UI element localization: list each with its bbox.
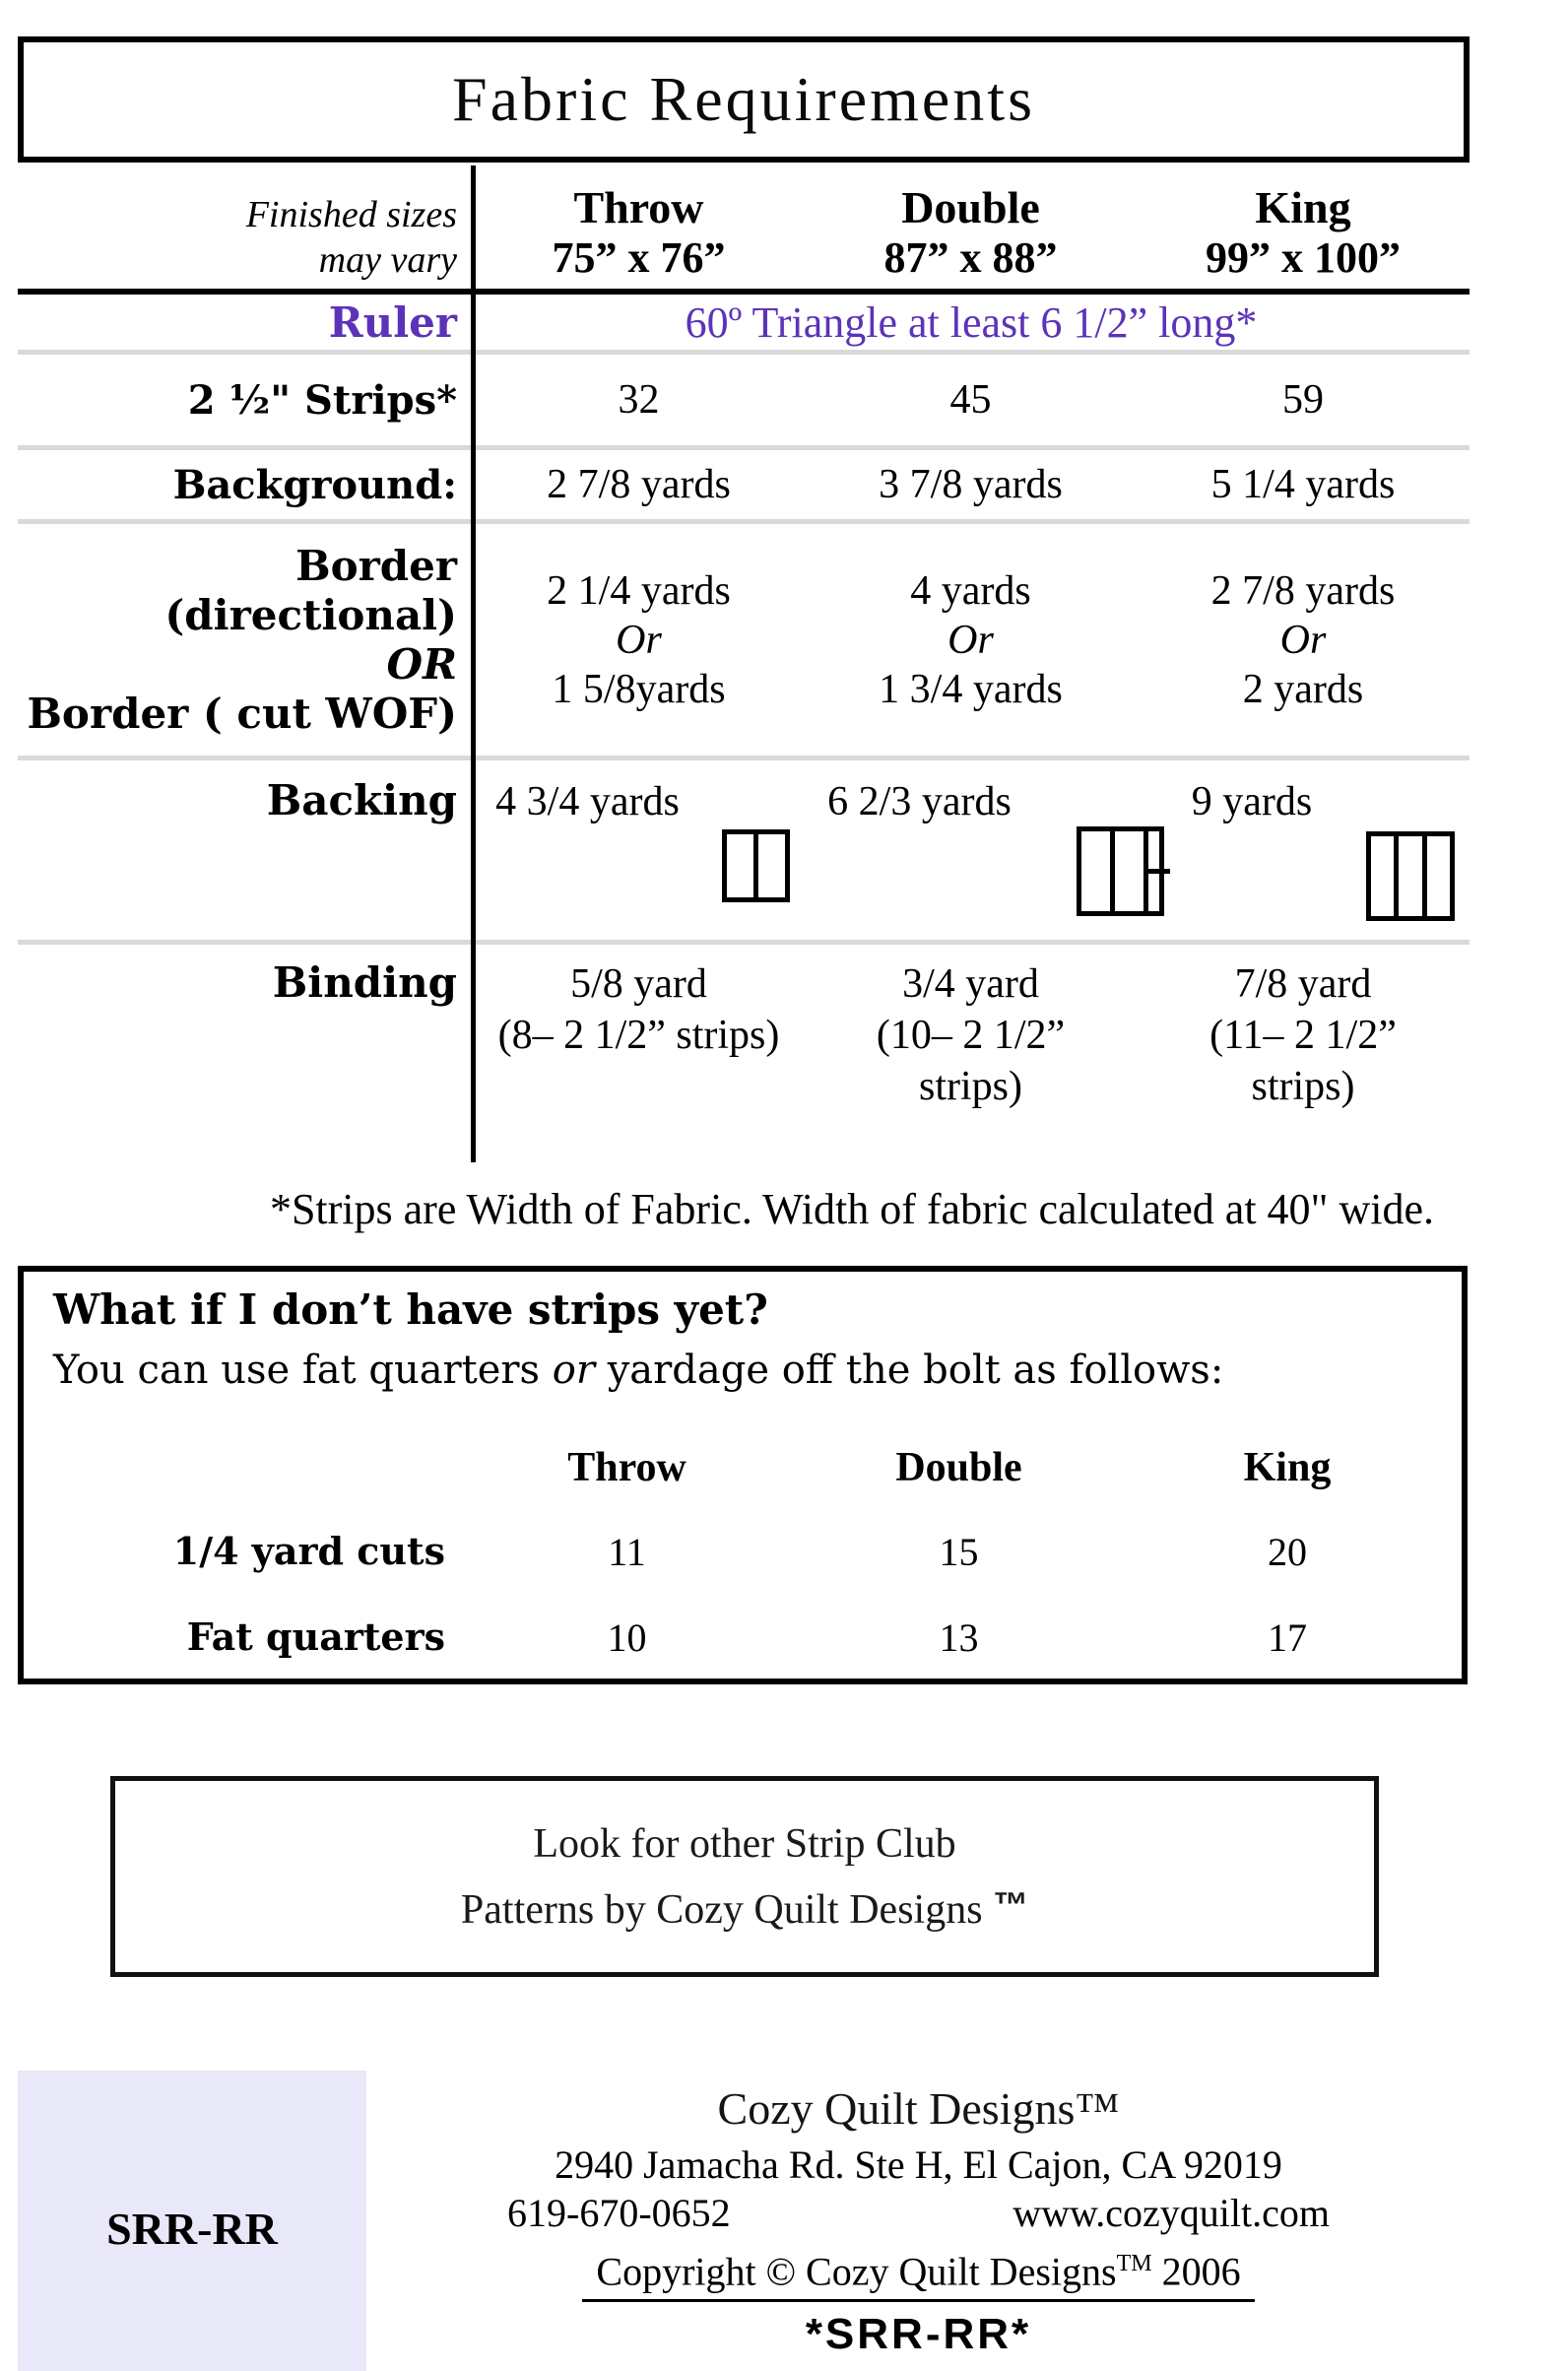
background-king: 5 1/4 yards: [1210, 462, 1396, 507]
trademark-symbol: ™: [993, 1883, 1029, 1925]
lookfor-line1: Look for other Strip Club: [533, 1820, 956, 1867]
column-header-king: King 99” x 100”: [1206, 182, 1401, 282]
fabric-table: [18, 165, 1470, 1162]
panel-divider: [1394, 836, 1399, 916]
row-label: Fat quarters: [186, 1614, 445, 1659]
ruler-label: Ruler: [328, 297, 457, 347]
table-header-row: [18, 165, 1470, 289]
strips-double: 45: [949, 377, 992, 423]
page-title: Fabric Requirements: [452, 64, 1035, 134]
backing-double: 6 2/3 yards: [827, 779, 1012, 824]
border-throw: 2 1/4 yards Or 1 5/8yards: [547, 567, 731, 712]
whatif-box: [18, 1266, 1468, 1684]
strips-king: 59: [1282, 377, 1324, 423]
binding-king: 7/8 yard (11– 2 1/2” strips): [1209, 961, 1397, 1109]
backing-diagram-king: [1366, 831, 1455, 921]
strips-throw: 32: [618, 377, 660, 423]
corner-note: [18, 192, 473, 283]
border-double: 4 yards Or 1 3/4 yards: [879, 567, 1063, 712]
backing-diagram-throw: [722, 829, 790, 902]
strips-label: 2 ½" Strips*: [187, 376, 457, 424]
whatif-sentence: You can use fat quarters or yardage off the bolt as follows:: [53, 1348, 1224, 1393]
whatif-row-fat-quarters: Fat quarters 10 13 17: [24, 1614, 1462, 1661]
phone-number: 619-670-0652: [507, 2191, 731, 2235]
panel-tick: [1159, 869, 1170, 874]
contact-row: [364, 2189, 1472, 2238]
binding-label: Binding: [272, 958, 457, 1007]
address: 2940 Jamacha Rd. Ste H, El Cajon, CA 92019: [555, 2142, 1282, 2187]
trademark-symbol: TM: [1116, 2251, 1152, 2276]
ruler-value: 60º Triangle at least 6 1/2” long*: [685, 297, 1258, 347]
background-row: [18, 450, 1470, 519]
backing-row: [18, 760, 1470, 940]
panel-divider: [753, 834, 758, 897]
panel-split-line: [1148, 869, 1159, 874]
lookfor-line2: Patterns by Cozy Quilt Designs ™: [460, 1883, 1029, 1933]
background-label: Background:: [172, 461, 457, 508]
lookfor-box: [110, 1776, 1379, 1977]
binding-row: [18, 945, 1470, 1162]
whatif-col-double: Double: [895, 1445, 1022, 1490]
strips-row: [18, 355, 1470, 445]
background-double: 3 7/8 yards: [879, 462, 1063, 507]
column-header-double: Double 87” x 88”: [883, 182, 1058, 282]
copyright-line: Copyright © Cozy Quilt Designs™ 2006: [364, 2240, 1472, 2302]
border-label-directional: Border (directional): [164, 541, 457, 639]
row-label: 1/4 yard cuts: [172, 1529, 445, 1573]
panel-divider: [1422, 836, 1427, 916]
backing-throw: 4 3/4 yards: [495, 779, 680, 824]
brand-name: Cozy Quilt Designs™: [717, 2083, 1120, 2134]
whatif-row-quarter-yard: 1/4 yard cuts 11 15 20: [24, 1529, 1462, 1575]
pattern-code-badge: [18, 2071, 366, 2371]
corner-note-line1: Finished sizes: [245, 194, 457, 235]
whatif-col-throw: Throw: [567, 1445, 686, 1490]
border-label-wof: Border ( cut WOF): [27, 689, 457, 738]
backing-diagram-double: [1077, 826, 1164, 916]
backing-king: 9 yards: [1191, 779, 1313, 824]
border-row: [18, 524, 1470, 756]
corner-note-line2: may vary: [318, 239, 457, 281]
title-box: [18, 36, 1470, 163]
border-label: [18, 542, 473, 739]
column-header-throw: Throw 75” x 76”: [552, 182, 726, 282]
website-url: www.cozyquilt.com: [1013, 2191, 1330, 2235]
whatif-header-row: [24, 1444, 1462, 1491]
border-label-or: OR: [386, 639, 457, 689]
whatif-col-king: King: [1243, 1445, 1332, 1490]
panel-divider: [1110, 831, 1115, 911]
pattern-code: SRR-RR: [106, 2204, 278, 2254]
binding-double: 3/4 yard (10– 2 1/2” strips): [876, 961, 1066, 1109]
whatif-heading: What if I don’t have strips yet?: [53, 1285, 768, 1334]
footer: [364, 2080, 1472, 2359]
backing-label: Backing: [266, 776, 457, 824]
strips-footnote: *Strips are Width of Fabric. Width of fabric calculated at 40" wide.: [269, 1185, 1435, 1233]
barcode-text: *SRR-RR*: [805, 2310, 1032, 2359]
border-king: 2 7/8 yards Or 2 yards: [1210, 567, 1396, 712]
ruler-row: [18, 295, 1470, 350]
table-divider-line: [471, 165, 476, 1162]
binding-throw: 5/8 yard (8– 2 1/2” strips): [497, 961, 780, 1058]
background-throw: 2 7/8 yards: [547, 462, 731, 507]
